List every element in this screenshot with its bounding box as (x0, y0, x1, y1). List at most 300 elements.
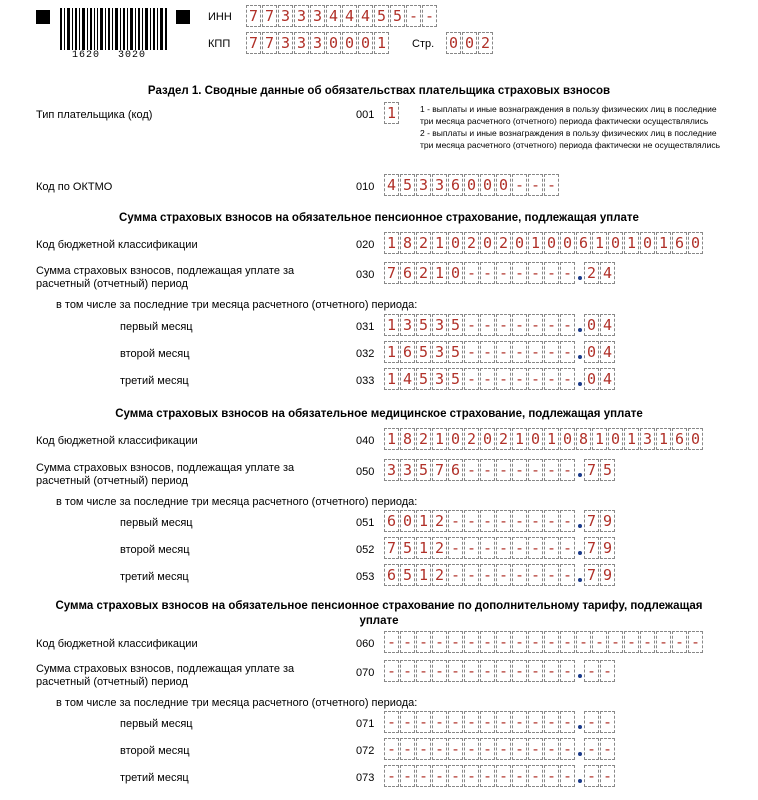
char-cell[interactable]: - (448, 711, 463, 733)
char-cell[interactable]: 1 (384, 232, 399, 254)
char-cell[interactable]: 1 (384, 102, 399, 124)
char-cell[interactable]: - (432, 765, 447, 787)
char-cell[interactable]: 0 (448, 232, 463, 254)
char-cell[interactable]: 4 (400, 368, 415, 390)
char-cell[interactable]: 0 (448, 428, 463, 450)
char-cell[interactable]: - (448, 510, 463, 532)
char-cell[interactable]: - (480, 564, 495, 586)
char-cell[interactable]: - (416, 738, 431, 760)
char-cell[interactable]: 6 (448, 459, 463, 481)
char-cell[interactable]: - (576, 631, 591, 653)
char-cell[interactable]: - (544, 262, 559, 284)
char-cell[interactable]: - (448, 765, 463, 787)
char-cell[interactable]: - (544, 314, 559, 336)
char-cell[interactable]: - (384, 738, 399, 760)
decimal-point (576, 765, 584, 787)
char-cell[interactable]: - (560, 341, 575, 363)
char-cell[interactable]: 3 (384, 459, 399, 481)
char-cell[interactable]: - (560, 660, 575, 682)
char-cell[interactable]: 4 (600, 368, 615, 390)
char-cell[interactable]: - (384, 660, 399, 682)
char-cell[interactable]: - (640, 631, 655, 653)
char-cell[interactable]: 3 (416, 174, 431, 196)
char-cell[interactable]: 5 (416, 314, 431, 336)
char-cell[interactable]: 5 (400, 174, 415, 196)
char-cell[interactable]: 0 (584, 341, 599, 363)
char-cell[interactable]: - (480, 459, 495, 481)
char-cell[interactable]: - (512, 564, 527, 586)
pension-month3-label: третий месяц (120, 375, 189, 387)
char-cell[interactable]: - (432, 660, 447, 682)
char-cell[interactable]: - (544, 738, 559, 760)
char-cell[interactable]: 3 (278, 5, 293, 27)
char-cell[interactable]: 1 (384, 314, 399, 336)
char-cell[interactable]: - (464, 341, 479, 363)
char-cell[interactable]: 0 (480, 232, 495, 254)
char-cell[interactable]: - (544, 341, 559, 363)
additional-month2-field[interactable] (384, 738, 616, 760)
char-cell[interactable]: 5 (416, 368, 431, 390)
char-cell[interactable]: 0 (480, 174, 495, 196)
medical-month1-field[interactable] (384, 510, 616, 532)
char-cell[interactable]: 6 (384, 510, 399, 532)
char-cell[interactable]: - (656, 631, 671, 653)
char-cell[interactable]: - (384, 765, 399, 787)
char-cell[interactable]: - (496, 459, 511, 481)
char-cell[interactable]: - (400, 631, 415, 653)
char-cell[interactable]: - (560, 262, 575, 284)
char-cell[interactable]: 1 (384, 341, 399, 363)
char-cell[interactable]: 1 (512, 428, 527, 450)
char-cell[interactable]: - (496, 262, 511, 284)
char-cell[interactable]: - (528, 765, 543, 787)
char-cell[interactable]: - (416, 765, 431, 787)
additional-month1-code: 071 (356, 718, 375, 730)
char-cell[interactable]: - (592, 631, 607, 653)
char-cell[interactable]: 0 (358, 32, 373, 54)
char-cell[interactable]: - (448, 631, 463, 653)
char-cell[interactable]: 3 (432, 174, 447, 196)
char-cell[interactable]: - (496, 564, 511, 586)
char-cell[interactable]: 9 (600, 510, 615, 532)
char-cell[interactable]: - (496, 711, 511, 733)
char-cell[interactable]: 2 (496, 232, 511, 254)
medical-sum-code: 050 (356, 466, 375, 478)
char-cell[interactable]: - (544, 765, 559, 787)
char-cell[interactable]: 1 (544, 428, 559, 450)
additional-kbk-field[interactable] (384, 631, 704, 653)
char-cell[interactable]: 0 (608, 232, 623, 254)
additional-month2-label: второй месяц (120, 745, 190, 757)
char-cell[interactable]: - (528, 314, 543, 336)
char-cell[interactable]: - (528, 738, 543, 760)
char-cell[interactable]: 3 (640, 428, 655, 450)
char-cell[interactable]: 1 (656, 232, 671, 254)
char-cell[interactable]: - (600, 711, 615, 733)
char-cell[interactable]: 1 (416, 537, 431, 559)
char-cell[interactable]: - (512, 537, 527, 559)
char-cell[interactable]: 5 (600, 459, 615, 481)
char-cell[interactable]: 0 (342, 32, 357, 54)
pension-sum-field[interactable] (384, 262, 616, 284)
pension-month3-field[interactable] (384, 368, 616, 390)
char-cell[interactable]: 7 (584, 459, 599, 481)
char-cell[interactable]: - (544, 631, 559, 653)
char-cell[interactable]: 7 (262, 5, 277, 27)
char-cell[interactable]: - (406, 5, 421, 27)
char-cell[interactable]: 4 (600, 262, 615, 284)
char-cell[interactable]: - (544, 510, 559, 532)
char-cell[interactable]: 7 (432, 459, 447, 481)
char-cell[interactable]: 0 (448, 262, 463, 284)
char-cell[interactable]: 3 (310, 32, 325, 54)
char-cell[interactable]: 3 (294, 32, 309, 54)
char-cell[interactable]: 2 (432, 564, 447, 586)
char-cell[interactable]: - (544, 711, 559, 733)
char-cell[interactable]: 4 (326, 5, 341, 27)
char-cell[interactable]: - (448, 537, 463, 559)
char-cell[interactable]: - (528, 564, 543, 586)
char-cell[interactable]: - (512, 368, 527, 390)
char-cell[interactable]: - (560, 459, 575, 481)
char-cell[interactable]: - (432, 631, 447, 653)
char-cell[interactable]: 5 (416, 341, 431, 363)
char-cell[interactable]: 4 (342, 5, 357, 27)
char-cell[interactable]: - (528, 711, 543, 733)
additional-month3-label: третий месяц (120, 772, 189, 784)
char-cell[interactable]: 1 (374, 32, 389, 54)
char-cell[interactable]: 5 (416, 459, 431, 481)
additional-month3-field[interactable] (384, 765, 616, 787)
medical-month3-code: 053 (356, 571, 375, 583)
medical-kbk-label: Код бюджетной классификации (36, 435, 198, 447)
char-cell[interactable]: 2 (496, 428, 511, 450)
kpp-field[interactable] (246, 32, 390, 54)
char-cell[interactable]: - (480, 537, 495, 559)
inn-label: ИНН (208, 11, 232, 23)
char-cell[interactable]: - (584, 738, 599, 760)
char-cell[interactable]: - (480, 765, 495, 787)
char-cell[interactable]: 6 (672, 232, 687, 254)
char-cell[interactable]: - (464, 537, 479, 559)
char-cell[interactable]: - (496, 631, 511, 653)
char-cell[interactable]: - (528, 631, 543, 653)
char-cell[interactable]: - (496, 660, 511, 682)
char-cell[interactable]: - (512, 711, 527, 733)
char-cell[interactable]: 1 (416, 510, 431, 532)
char-cell[interactable]: 4 (600, 341, 615, 363)
char-cell[interactable]: 0 (462, 32, 477, 54)
char-cell[interactable]: 3 (432, 314, 447, 336)
char-cell[interactable]: 1 (656, 428, 671, 450)
char-cell[interactable]: 6 (384, 564, 399, 586)
char-cell[interactable]: 7 (384, 537, 399, 559)
char-cell[interactable]: - (496, 510, 511, 532)
payer-type-field[interactable] (384, 102, 400, 124)
char-cell[interactable]: 7 (262, 32, 277, 54)
char-cell[interactable]: - (464, 631, 479, 653)
char-cell[interactable]: 7 (246, 32, 261, 54)
char-cell[interactable]: 0 (688, 428, 703, 450)
char-cell[interactable]: - (600, 660, 615, 682)
char-cell[interactable]: - (512, 510, 527, 532)
char-cell[interactable]: - (480, 368, 495, 390)
char-cell[interactable]: - (464, 262, 479, 284)
char-cell[interactable]: 6 (576, 232, 591, 254)
char-cell[interactable]: 9 (600, 564, 615, 586)
char-cell[interactable]: - (544, 368, 559, 390)
char-cell[interactable]: 0 (496, 174, 511, 196)
medical-month3-field[interactable] (384, 564, 616, 586)
char-cell[interactable]: - (422, 5, 437, 27)
char-cell[interactable]: 2 (416, 428, 431, 450)
char-cell[interactable]: - (608, 631, 623, 653)
char-cell[interactable]: - (528, 341, 543, 363)
char-cell[interactable]: - (528, 174, 543, 196)
char-cell[interactable]: 7 (246, 5, 261, 27)
char-cell[interactable]: 0 (326, 32, 341, 54)
char-cell[interactable]: 1 (416, 564, 431, 586)
char-cell[interactable]: - (448, 564, 463, 586)
char-cell[interactable]: 7 (584, 564, 599, 586)
inn-field[interactable] (246, 5, 438, 27)
char-cell[interactable]: 4 (600, 314, 615, 336)
char-cell[interactable]: 1 (528, 232, 543, 254)
char-cell[interactable]: 7 (384, 262, 399, 284)
char-cell[interactable]: - (528, 510, 543, 532)
medical-sum-field[interactable] (384, 459, 616, 481)
char-cell[interactable]: - (400, 711, 415, 733)
char-cell[interactable]: - (560, 631, 575, 653)
char-cell[interactable]: 2 (416, 232, 431, 254)
char-cell[interactable]: - (464, 564, 479, 586)
char-cell[interactable]: 0 (640, 232, 655, 254)
char-cell[interactable]: - (544, 537, 559, 559)
char-cell[interactable]: - (560, 738, 575, 760)
char-cell[interactable]: 1 (384, 368, 399, 390)
char-cell[interactable]: 1 (432, 232, 447, 254)
char-cell[interactable]: - (384, 711, 399, 733)
char-cell[interactable]: - (584, 660, 599, 682)
char-cell[interactable]: - (480, 341, 495, 363)
char-cell[interactable]: - (496, 314, 511, 336)
char-cell[interactable]: 0 (560, 428, 575, 450)
char-cell[interactable]: - (512, 341, 527, 363)
char-cell[interactable]: 2 (584, 262, 599, 284)
char-cell[interactable]: - (480, 711, 495, 733)
char-cell[interactable]: - (448, 738, 463, 760)
char-cell[interactable]: - (464, 711, 479, 733)
pension-month2-field[interactable] (384, 341, 616, 363)
char-cell[interactable]: 5 (448, 314, 463, 336)
char-cell[interactable]: - (496, 738, 511, 760)
char-cell[interactable]: - (400, 738, 415, 760)
char-cell[interactable]: 2 (432, 510, 447, 532)
char-cell[interactable]: - (496, 368, 511, 390)
additional-month2-code: 072 (356, 745, 375, 757)
char-cell[interactable]: - (544, 564, 559, 586)
char-cell[interactable]: - (464, 660, 479, 682)
char-cell[interactable]: 5 (390, 5, 405, 27)
char-cell[interactable]: 0 (464, 174, 479, 196)
char-cell[interactable]: - (560, 765, 575, 787)
char-cell[interactable]: - (480, 631, 495, 653)
char-cell[interactable]: - (688, 631, 703, 653)
decimal-point (576, 262, 584, 284)
medical-month2-field[interactable] (384, 537, 616, 559)
char-cell[interactable]: 3 (432, 341, 447, 363)
oktmo-field[interactable] (384, 174, 560, 196)
char-cell[interactable]: - (584, 711, 599, 733)
char-cell[interactable]: - (528, 660, 543, 682)
char-cell[interactable]: 0 (560, 232, 575, 254)
char-cell[interactable]: - (480, 314, 495, 336)
char-cell[interactable]: - (400, 765, 415, 787)
char-cell[interactable]: 4 (384, 174, 399, 196)
char-cell[interactable]: 7 (584, 537, 599, 559)
char-cell[interactable]: - (512, 660, 527, 682)
char-cell[interactable]: 8 (576, 428, 591, 450)
char-cell[interactable]: 0 (584, 314, 599, 336)
char-cell[interactable]: 0 (688, 232, 703, 254)
char-cell[interactable]: 5 (400, 537, 415, 559)
char-cell[interactable]: - (464, 738, 479, 760)
char-cell[interactable]: 5 (448, 341, 463, 363)
char-cell[interactable]: 1 (624, 428, 639, 450)
char-cell[interactable]: 0 (608, 428, 623, 450)
char-cell[interactable]: 0 (480, 428, 495, 450)
char-cell[interactable]: - (560, 537, 575, 559)
char-cell[interactable]: - (464, 314, 479, 336)
char-cell[interactable]: - (544, 174, 559, 196)
char-cell[interactable]: - (464, 765, 479, 787)
char-cell[interactable]: - (528, 262, 543, 284)
char-cell[interactable]: 5 (374, 5, 389, 27)
char-cell[interactable]: - (600, 738, 615, 760)
char-cell[interactable]: - (464, 459, 479, 481)
char-cell[interactable]: 5 (400, 564, 415, 586)
char-cell[interactable]: - (560, 314, 575, 336)
char-cell[interactable]: 0 (544, 232, 559, 254)
char-cell[interactable]: 5 (448, 368, 463, 390)
char-cell[interactable]: - (560, 564, 575, 586)
char-cell[interactable]: 8 (400, 428, 415, 450)
char-cell[interactable]: 2 (416, 262, 431, 284)
char-cell[interactable]: - (528, 537, 543, 559)
char-cell[interactable]: - (512, 631, 527, 653)
char-cell[interactable]: 1 (432, 428, 447, 450)
char-cell[interactable]: - (544, 459, 559, 481)
char-cell[interactable]: 7 (584, 510, 599, 532)
page-field[interactable] (446, 32, 494, 54)
char-cell[interactable]: - (560, 510, 575, 532)
payer-type-note1-line1: 1 - выплаты и иные вознаграждения в пользу физических лиц в последние (420, 104, 717, 114)
char-cell[interactable]: 6 (400, 262, 415, 284)
char-cell[interactable]: - (384, 631, 399, 653)
char-cell[interactable]: 2 (464, 232, 479, 254)
char-cell[interactable]: - (416, 711, 431, 733)
char-cell[interactable]: - (624, 631, 639, 653)
char-cell[interactable]: - (600, 765, 615, 787)
char-cell[interactable]: - (672, 631, 687, 653)
char-cell[interactable]: 0 (512, 232, 527, 254)
char-cell[interactable]: 1 (384, 428, 399, 450)
char-cell[interactable]: 0 (528, 428, 543, 450)
char-cell[interactable]: - (512, 459, 527, 481)
char-cell[interactable]: 6 (400, 341, 415, 363)
char-cell[interactable]: 6 (448, 174, 463, 196)
char-cell[interactable]: - (416, 631, 431, 653)
char-cell[interactable]: 0 (584, 368, 599, 390)
char-cell[interactable]: - (512, 262, 527, 284)
decimal-point (576, 738, 584, 760)
char-cell[interactable]: - (432, 738, 447, 760)
char-cell[interactable]: - (480, 738, 495, 760)
pension-month1-field[interactable] (384, 314, 616, 336)
char-cell[interactable]: - (560, 368, 575, 390)
char-cell[interactable]: 1 (624, 232, 639, 254)
char-cell[interactable]: - (464, 510, 479, 532)
char-cell[interactable]: - (512, 174, 527, 196)
additional-sum-field[interactable] (384, 660, 616, 682)
char-cell[interactable]: 3 (294, 5, 309, 27)
medical-kbk-field[interactable] (384, 428, 704, 450)
decimal-point (576, 341, 584, 363)
char-cell[interactable]: 1 (592, 428, 607, 450)
char-cell[interactable]: 9 (600, 537, 615, 559)
char-cell[interactable]: - (560, 711, 575, 733)
char-cell[interactable]: - (512, 765, 527, 787)
char-cell[interactable]: 2 (432, 537, 447, 559)
char-cell[interactable]: - (416, 660, 431, 682)
char-cell[interactable]: 3 (432, 368, 447, 390)
char-cell[interactable]: 2 (478, 32, 493, 54)
char-cell[interactable]: - (496, 341, 511, 363)
pension-kbk-field[interactable] (384, 232, 704, 254)
char-cell[interactable]: 0 (446, 32, 461, 54)
char-cell[interactable]: - (480, 262, 495, 284)
char-cell[interactable]: - (584, 765, 599, 787)
char-cell[interactable]: - (480, 510, 495, 532)
additional-month1-field[interactable] (384, 711, 616, 733)
char-cell[interactable]: - (528, 459, 543, 481)
char-cell[interactable]: 0 (400, 510, 415, 532)
char-cell[interactable]: - (528, 368, 543, 390)
char-cell[interactable]: - (448, 660, 463, 682)
medical-months-label: в том числе за последние три месяца расчетного (отчетного) периода: (56, 496, 418, 508)
char-cell[interactable]: - (496, 537, 511, 559)
char-cell[interactable]: 3 (278, 32, 293, 54)
char-cell[interactable]: - (512, 738, 527, 760)
char-cell[interactable]: - (400, 660, 415, 682)
additional-sum-label-line2: расчетный (отчетный) период (36, 676, 188, 688)
char-cell[interactable]: - (544, 660, 559, 682)
char-cell[interactable]: 8 (400, 232, 415, 254)
char-cell[interactable]: 3 (400, 459, 415, 481)
char-cell[interactable]: 6 (672, 428, 687, 450)
char-cell[interactable]: 1 (432, 262, 447, 284)
char-cell[interactable]: 1 (592, 232, 607, 254)
char-cell[interactable]: 4 (358, 5, 373, 27)
char-cell[interactable]: - (480, 660, 495, 682)
char-cell[interactable]: - (432, 711, 447, 733)
char-cell[interactable]: 2 (464, 428, 479, 450)
char-cell[interactable]: 3 (310, 5, 325, 27)
char-cell[interactable]: - (512, 314, 527, 336)
char-cell[interactable]: 3 (400, 314, 415, 336)
char-cell[interactable]: - (464, 368, 479, 390)
char-cell[interactable]: - (496, 765, 511, 787)
